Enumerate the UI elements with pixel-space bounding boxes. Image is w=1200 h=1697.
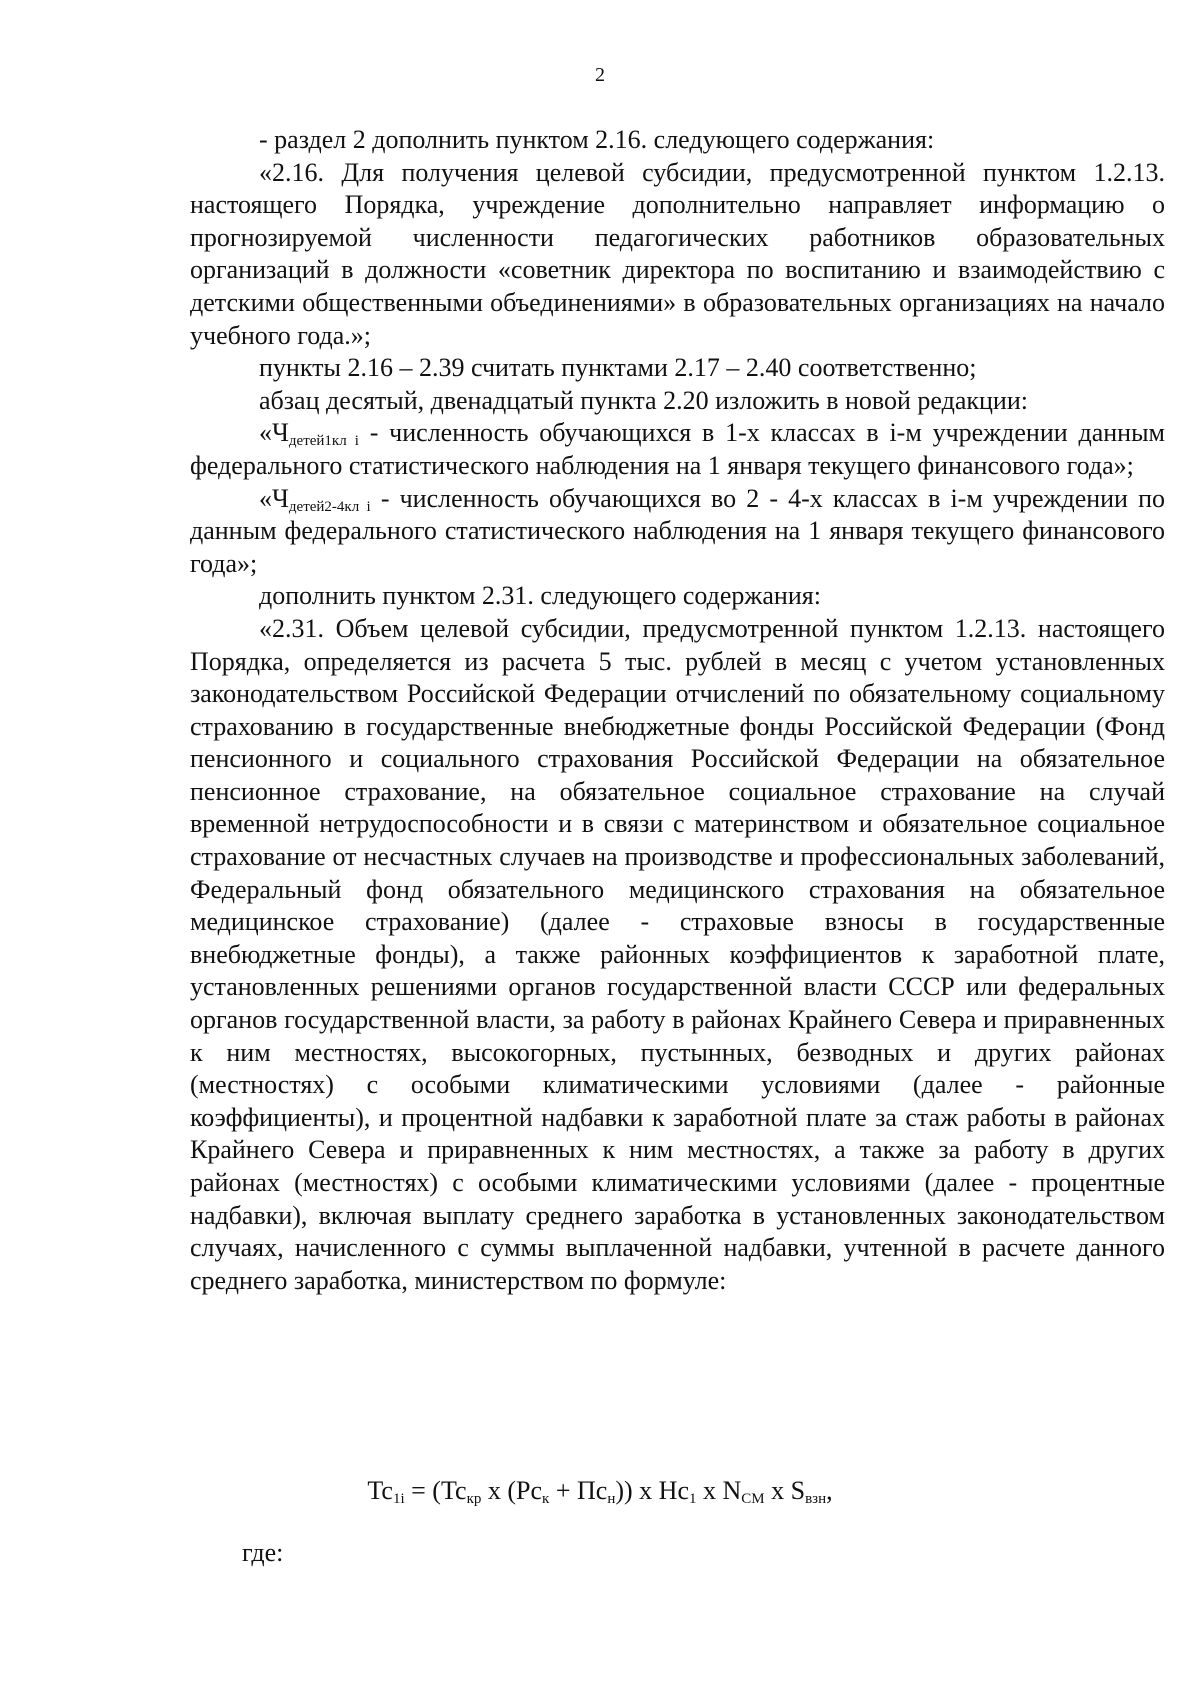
paragraph-definition-grade-2-4 xyxy=(190,483,1165,581)
formula-subscript: 1i xyxy=(392,1491,405,1507)
formula-subscript: 1 xyxy=(689,1491,697,1507)
subsidy-formula xyxy=(0,1476,1200,1506)
where-label: где: xyxy=(242,1538,284,1567)
definition-subscript: детей2-4кл i xyxy=(288,498,371,515)
definition-text: - численность обучающихся в 1-х классах в i-м учреждении данным федерального статистического наблюдения на 1 января текущего финансового года»; xyxy=(190,418,1165,480)
formula-term: х N xyxy=(696,1476,742,1505)
definition-text: - численность обучающихся во 2 - 4-х классах в i-м учреждении по данным федерального статистического наблюдения на 1 января текущего финансового года»; xyxy=(190,483,1165,578)
formula-subscript: CM xyxy=(741,1491,765,1507)
formula-term: = (Tc xyxy=(404,1476,467,1505)
paragraph-clause-2-16: «2.16. Для получения целевой субсидии, предусмотренной пунктом 1.2.13. настоящего Порядка, учреждение дополнительно направляет информацию о прогнозируемой численности педагогических работников образовательных организаций в должности «советник директора по воспитанию и взаимодействию с детскими общественными объединениями» в образовательных организациях на начало учебного года.»; xyxy=(190,157,1165,350)
document-body xyxy=(190,124,1165,1297)
formula-subscript: кр xyxy=(466,1491,482,1507)
paragraph-amend-section-2: - раздел 2 дополнить пунктом 2.16. следующего содержания: xyxy=(259,125,935,154)
formula-term: Tc xyxy=(367,1476,393,1505)
formula-subscript: к xyxy=(542,1491,550,1507)
formula-term: х (Pc xyxy=(481,1476,543,1505)
formula-term: , xyxy=(826,1476,833,1505)
formula-term: )) х Hc xyxy=(615,1476,689,1505)
paragraph-clause-2-20-edit: абзац десятый, двенадцатый пункта 2.20 изложить в новой редакции: xyxy=(259,385,1028,415)
definition-open: «Ч xyxy=(259,483,289,513)
paragraph-definition-grade-1 xyxy=(190,417,1165,482)
formula-term: х S xyxy=(764,1476,806,1505)
page-number: 2 xyxy=(595,64,605,86)
formula-term: + Пc xyxy=(549,1476,608,1505)
formula-subscript: взн xyxy=(805,1491,827,1507)
paragraph-clause-2-31: «2.31. Объем целевой субсидии, предусмотренной пунктом 1.2.13. настоящего Порядка, определяется из расчета 5 тыс. рублей в месяц с учетом установленных законодательством Российской Федерации отчислений по обязательному социальному страхованию в государственные внебюджетные фонды Российской Федерации (Фонд пенсионного и социального страхования Российской Федерации на обязательное пенсионное страхование, на обязательное социальное страхование на случай временной нетрудоспособности и в связи с материнством и обязательное социальное страхование от несчастных случаев на производстве и профессиональных заболеваний, Федеральный фонд обязательного медицинского страхования на обязательное медицинское страхование) (далее - страховые взносы в государственные внебюджетные фонды), а также районных коэффициентов к заработной плате, установленных решениями органов государственной власти СССР или федеральных органов государственной власти, за работу в районах Крайнего Севера и приравненных к ним местностях, высокогорных, пустынных, безводных и других районах (местностях) с особыми климатическими условиями (далее - районные коэффициенты), и процентной надбавки к заработной плате за стаж работы в районах Крайнего Севера и приравненных к ним местностях, а также за работу в других районах (местностях) с особыми климатическими условиями (далее - процентные надбавки), включая выплату среднего заработка в установленных законодательством случаях, начисленного с суммы выплаченной надбавки, учтенной в расчете данного среднего заработка, министерством по формуле: xyxy=(190,613,1165,1295)
paragraph-renumber-clauses: пункты 2.16 – 2.39 считать пунктами 2.17 – 2.40 соответственно; xyxy=(259,353,977,383)
formula-subscript: н xyxy=(607,1491,616,1507)
definition-subscript: детей1кл i xyxy=(288,433,359,450)
paragraph-add-clause-2-31: дополнить пунктом 2.31. следующего содержания: xyxy=(259,581,821,611)
definition-open: «Ч xyxy=(259,418,289,448)
